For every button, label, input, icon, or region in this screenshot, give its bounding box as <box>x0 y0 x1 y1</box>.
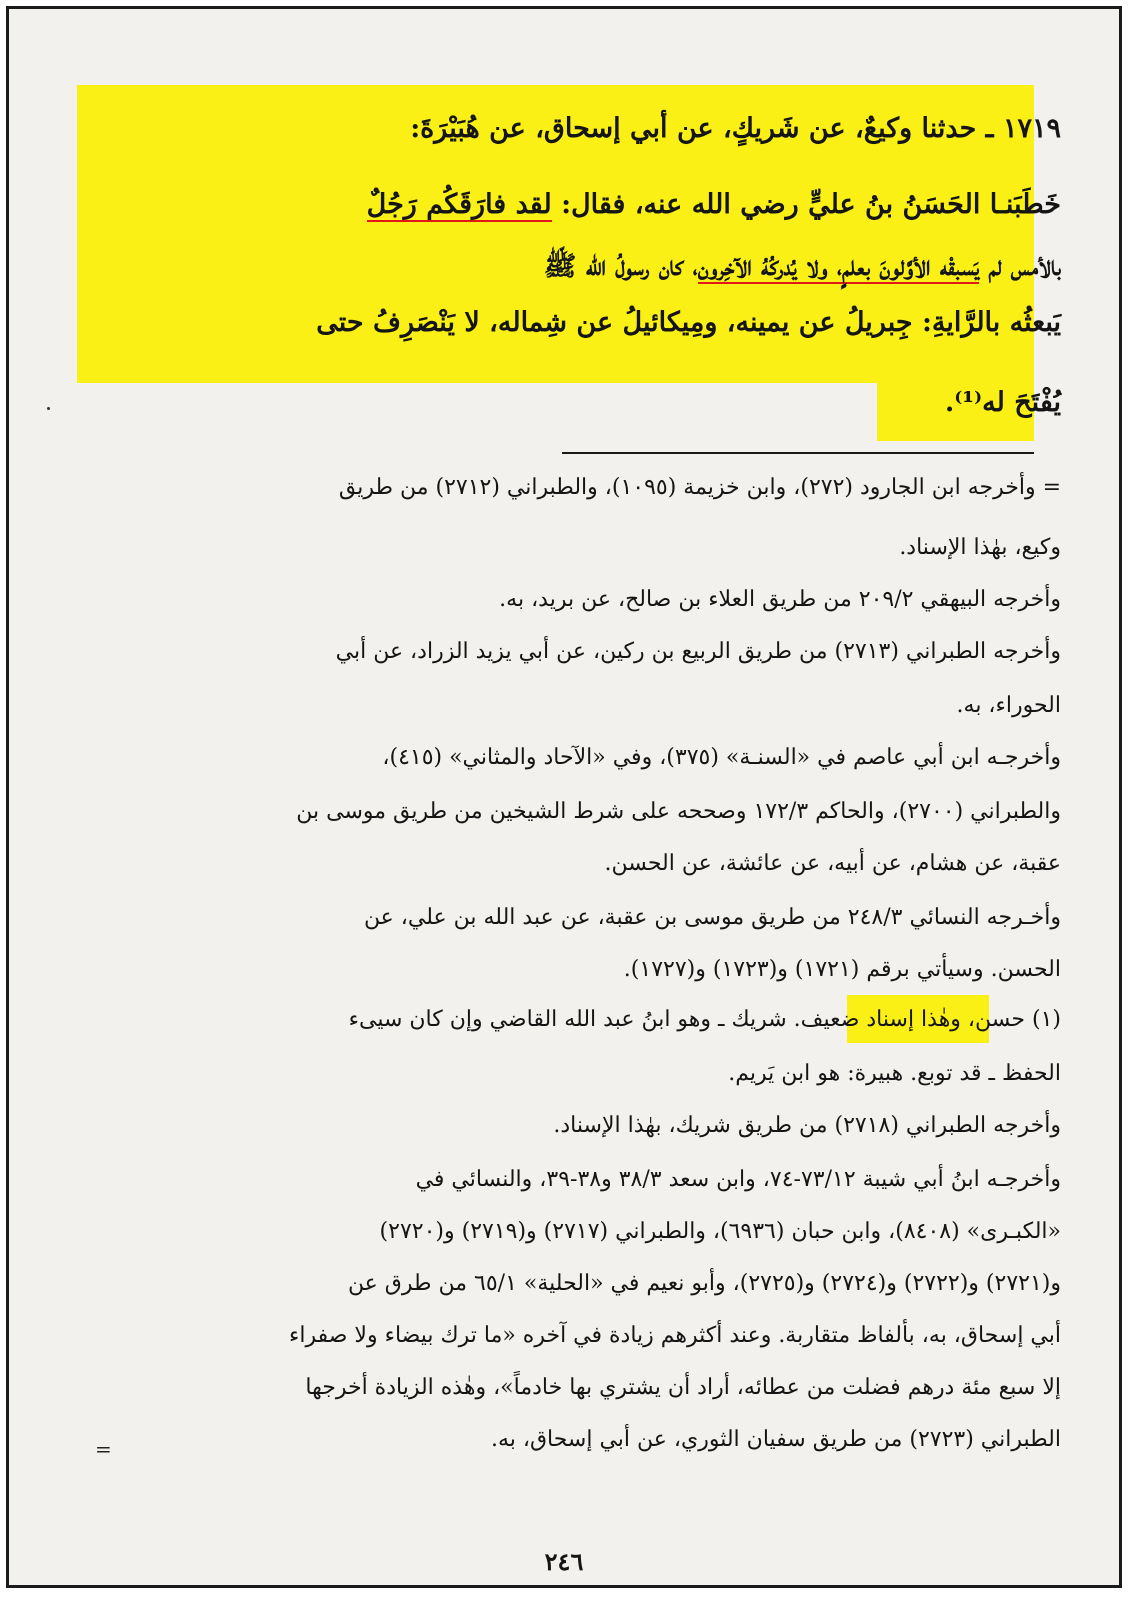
footnote-line: = وأخرجه ابن الجارود (٢٧٢)، وابن خزيمة (١٠٩٥)، والطبراني (٢٧١٢) من طريق <box>338 475 1061 500</box>
hadith-line-3 <box>544 249 1061 289</box>
hadith-text: ، كان رسولُ الله ﷺ <box>543 251 698 282</box>
continuation-mark: = <box>95 1437 112 1461</box>
underlined-phrase: يَسبقْه الأوَّلونَ بعلمٍ، ولا يُدركُهُ الآخِرون <box>697 251 980 282</box>
footnote-line: الطبراني (٢٧٢٣) من طريق سفيان الثوري، عن أبي إسحاق، به. <box>490 1427 1061 1452</box>
hadith-line-4: يَبعثُه بالرَّايةِ: جِبريلُ عن يمينه، ومِيكائيلُ عن شِماله، لا يَنْصَرِفُ حتى <box>316 307 1061 338</box>
footnote-line: (١) حسن، وهٰذا إسناد ضعيف. شريك ـ وهو ابنُ عبد الله القاضي وإن كان سيىء <box>348 1007 1061 1032</box>
hadith-text: خَطَبَنـا الحَسَنُ بنُ عليٍّ رضي الله عنه، فقال: <box>551 189 1061 220</box>
footnote-line: و(٢٧٢١) و(٢٧٢٢) و(٢٧٢٤) و(٢٧٢٥)، وأبو نعيم في «الحلية» ٦٥/١ من طرق عن <box>347 1271 1061 1296</box>
footnote-separator <box>562 452 1034 454</box>
footnote-line: وأخرجه الطبراني (٢٧١٣) من طريق الربيع بن ركين، عن أبي يزيد الزراد، عن أبي <box>335 639 1061 664</box>
footnote-line: الحفظ ـ قد توبع. هبيرة: هو ابن يَريم. <box>728 1061 1061 1086</box>
hadith-header: ١٧١٩ ـ حدثنا وكيعٌ، عن شَريكٍ، عن أبي إسحاق، عن هُبَيْرَةَ: <box>410 113 1061 144</box>
footnote-line: وكيع، بهٰذا الإسناد. <box>899 535 1061 560</box>
footnote-line: والطبراني (٢٧٠٠)، والحاكم ١٧٢/٣ وصححه على شرط الشيخين من طريق موسى بن <box>296 799 1061 824</box>
page-number: ٢٤٦ <box>544 1547 584 1576</box>
stray-dot <box>47 407 50 410</box>
footnote-line: وأخرجه الطبراني (٢٧١٨) من طريق شريك، بهٰذا الإسناد. <box>553 1113 1061 1138</box>
book-page <box>6 6 1122 1588</box>
footnote-line: وأخرجـه ابن أبي عاصم في «السنـة» (٣٧٥)، وفي «الآحاد والمثاني» (٤١٥)، <box>382 745 1061 770</box>
footnote-line: عقبة، عن هشام، عن أبيه، عن عائشة، عن الحسن. <box>604 851 1061 876</box>
footnote-line: إلا سبع مئة درهم فضلت من عطائه، أراد أن يشتري بها خادماً»، وهٰذه الزيادة أخرجها <box>305 1375 1061 1400</box>
hadith-text: بالأمس لم <box>979 251 1061 282</box>
underlined-phrase: لقد فارَقَكُم رَجُلٌ <box>366 189 552 220</box>
hadith-line-5: يُفْتَحَ له⁽¹⁾. <box>944 387 1061 418</box>
footnote-line: الحسن. وسيأتي برقم (١٧٢١) و(١٧٢٣) و(١٧٢٧). <box>623 957 1061 982</box>
footnote-line: أبي إسحاق، به، بألفاظ متقاربة. وعند أكثرهم زيادة في آخره «ما ترك بيضاء ولا صفراء <box>289 1323 1061 1348</box>
footnote-line: الحوراء، به. <box>956 693 1061 718</box>
hadith-line-2 <box>367 189 1061 220</box>
footnote-line: وأخـرجه النسائي ٢٤٨/٣ من طريق موسى بن عقبة، عن عبد الله بن علي، عن <box>363 905 1061 930</box>
footnote-line: «الكبـرى» (٨٤٠٨)، وابن حبان (٦٩٣٦)، والطبراني (٢٧١٧) و(٢٧١٩) و(٢٧٢٠) <box>379 1219 1061 1244</box>
footnote-line: وأخرجـه ابنُ أبي شيبة ٧٣/١٢-٧٤، وابن سعد ٣٨/٣ و٣٨-٣٩، والنسائي في <box>415 1167 1061 1192</box>
footnote-line: وأخرجه البيهقي ٢٠٩/٢ من طريق العلاء بن صالح، عن بريد، به. <box>499 587 1061 612</box>
